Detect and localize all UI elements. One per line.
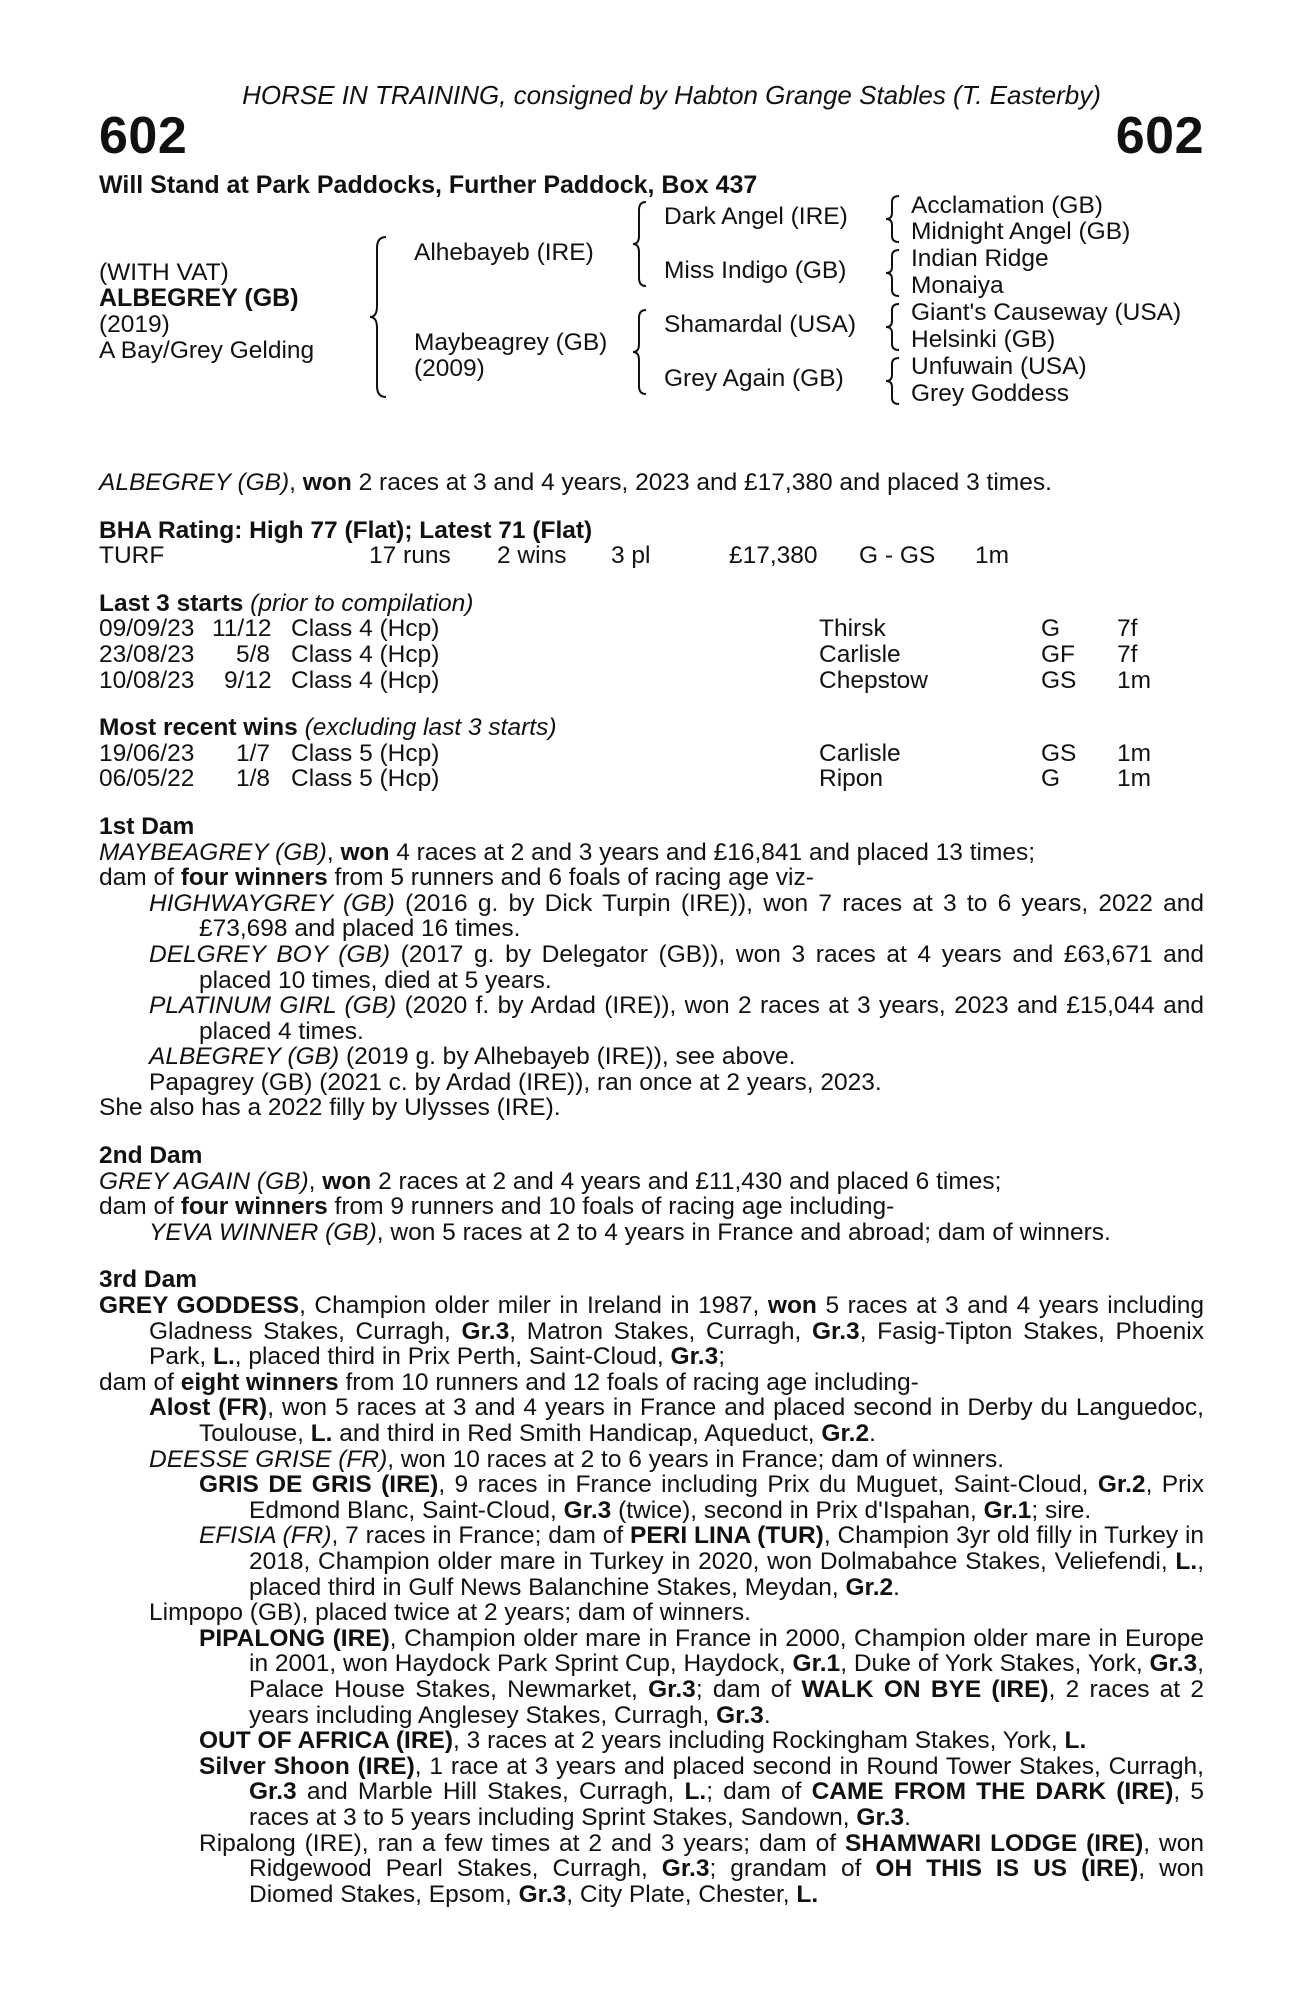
progeny-name: DELGREY BOY (GB) (149, 940, 390, 968)
grade: Gr.3 (648, 1675, 696, 1703)
progeny-name: EFISIA (FR) (199, 1522, 332, 1550)
brace-sire (632, 200, 648, 288)
grade: Gr.1 (792, 1650, 841, 1678)
rating-earnings: £17,380 (729, 542, 818, 570)
listed: L. (1175, 1547, 1198, 1575)
summary-text: 2 races at 3 and 4 years, 2023 and £17,380 and placed 3 times. (351, 469, 1052, 496)
third-dam-produce (99, 1370, 1204, 1396)
grand-progeny-entry (199, 1728, 1204, 1754)
text: , won 10 races at 2 to 6 years in France; dam of winners. (387, 1445, 1005, 1473)
lot-number-right: 602 (1115, 107, 1204, 165)
progeny-name: YEVA WINNER (GB) (149, 1218, 377, 1246)
pedigree-gen3-4: Monaiya (911, 272, 1004, 299)
start-going: GS (1041, 666, 1077, 694)
text: , won 5 races at 3 and 4 years in France and placed second in Derby du Languedoc, Toulouse, (199, 1394, 1204, 1447)
second-dam-name: GREY AGAIN (GB) (99, 1167, 309, 1195)
dam-year: (2009) (414, 355, 485, 382)
grade: Gr.3 (716, 1701, 764, 1729)
listed: L. (796, 1880, 819, 1908)
brace-main (369, 236, 389, 398)
brace-gen3-3 (885, 302, 901, 352)
last-starts-section (99, 591, 1204, 693)
text: , won Ridgewood Pearl Stakes, Curragh, (249, 1829, 1204, 1883)
pedigree-table (99, 192, 1204, 428)
text: from 5 runners and 6 foals of racing age viz- (327, 864, 814, 892)
brace-dam (632, 308, 648, 396)
start-date: 09/09/23 (99, 615, 195, 643)
first-dam-title: 1st Dam (99, 812, 195, 840)
win-course: Ripon (819, 765, 884, 793)
rating-title: BHA Rating: High 77 (Flat); Latest 71 (Flat) (99, 516, 593, 544)
text: , City Plate, Chester, (566, 1880, 797, 1908)
grand-progeny-entry (199, 1523, 1204, 1600)
separator: , (326, 838, 341, 866)
progeny-name: OUT OF AFRICA (IRE) (199, 1727, 454, 1755)
listed: L. (310, 1420, 333, 1447)
text: ; sire. (1031, 1496, 1092, 1524)
start-course: Chepstow (819, 666, 928, 694)
start-position: 11/12 (212, 615, 272, 643)
win-going: GS (1041, 739, 1077, 767)
grade: Gr.3 (856, 1803, 905, 1831)
progeny-entry (149, 942, 1204, 993)
recent-wins-title: Most recent wins (99, 714, 298, 742)
text: dam of (99, 1368, 181, 1396)
separator: , (308, 1167, 323, 1195)
win-distance: 1m (1117, 739, 1152, 767)
last-start-row (99, 642, 1204, 668)
text: and third in Red Smith Handicap, Aqueduct, (332, 1420, 822, 1447)
grade: Gr.2 (1097, 1471, 1146, 1499)
start-date: 10/08/23 (99, 666, 195, 694)
start-course: Thirsk (819, 615, 886, 643)
recent-win-row (99, 741, 1204, 767)
progeny-entry (149, 1220, 1204, 1246)
second-dam-produce (99, 1194, 1204, 1220)
grade: Gr.1 (983, 1496, 1032, 1524)
rating-surface: TURF (99, 542, 165, 570)
start-distance: 1m (1117, 666, 1152, 694)
progeny-name: GRIS DE GRIS (IRE) (199, 1471, 439, 1499)
text: , Prix Edmond Blanc, Saint-Cloud, (249, 1471, 1205, 1524)
win-date: 06/05/22 (99, 765, 195, 793)
text: (twice), second in Prix d'Ispahan, (611, 1496, 984, 1524)
rating-runs: 17 runs (369, 542, 451, 570)
text: , Duke of York Stakes, York, (840, 1650, 1150, 1678)
progeny-name: WALK ON BYE (IRE) (801, 1675, 1049, 1703)
progeny-name: PIPALONG (IRE) (199, 1624, 390, 1652)
vat-note: (WITH VAT) (99, 259, 229, 286)
progeny-text: (2017 g. by Delegator (GB)), won 3 races at 4 years and £63,671 and placed 10 times, died at 5 years. (199, 940, 1204, 994)
brace-gen3-4 (885, 356, 901, 406)
win-going: G (1041, 765, 1061, 793)
text: dam of (99, 1193, 181, 1221)
text: , Champion older mare in France in 2000, Champion older mare in Europe in 2001, won Haydock Park Sprint Cup, Haydock, (249, 1624, 1205, 1678)
progeny-name: CAME FROM THE DARK (IRE) (811, 1778, 1174, 1806)
text: , placed third in Prix Perth, Saint-Cloud, (234, 1343, 671, 1371)
win-class: Class 5 (Hcp) (291, 739, 440, 767)
rating-distance: 1m (975, 542, 1010, 570)
progeny-entry (149, 891, 1204, 942)
start-date: 23/08/23 (99, 640, 195, 668)
pedigree-gen3-1: Acclamation (GB) (911, 192, 1103, 219)
won-label: won (340, 838, 390, 866)
grade: Gr.3 (661, 1855, 710, 1883)
text: , Matron Stakes, Curragh, (509, 1317, 812, 1345)
win-position: 1/8 (236, 765, 271, 793)
second-dam-record (99, 1169, 1204, 1195)
progeny-text: (2016 g. by Dick Turpin (IRE)), won 7 races at 3 to 6 years, 2022 and £73,698 and placed 16 times. (199, 889, 1205, 943)
recent-wins-section (99, 715, 1204, 792)
stand-location: Will Stand at Park Paddocks, Further Paddock, Box 437 (99, 171, 758, 199)
progeny-text: (2020 f. by Ardad (IRE)), won 2 races at 3 years, 2023 and £15,044 and placed 4 times. (199, 992, 1204, 1045)
progeny-entry (149, 1447, 1204, 1473)
progeny-text: (2019 g. by Alhebayeb (IRE)), see above. (339, 1043, 796, 1071)
text: , 5 races at 3 to 5 years including Sprint Stakes, Sandown, (249, 1778, 1204, 1831)
consignment-line: HORSE IN TRAINING, consigned by Habton Grange Stables (T. Easterby) (242, 80, 1101, 110)
grade: Gr.3 (461, 1317, 510, 1345)
start-position: 5/8 (236, 640, 271, 668)
first-dam-produce (99, 865, 1204, 891)
text: , 1 race at 3 years and placed second in Round Tower Stakes, Curragh, (414, 1752, 1204, 1780)
third-dam-title: 3rd Dam (99, 1266, 198, 1294)
progeny-entry (149, 993, 1204, 1044)
recent-win-row (99, 766, 1204, 792)
start-position: 9/12 (224, 666, 272, 694)
horse-description: A Bay/Grey Gelding (99, 337, 315, 364)
second-dam-section (99, 1143, 1204, 1245)
rating-going: G - GS (859, 542, 936, 570)
progeny-name: PERI LINA (TUR) (630, 1522, 824, 1550)
progeny-entry: Papagrey (GB) (2021 c. by Ardad (IRE)), ran once at 2 years, 2023. (149, 1068, 882, 1096)
start-going: G (1041, 615, 1061, 643)
record-text: 4 races at 2 and 3 years and £16,841 and placed 13 times; (389, 838, 1036, 866)
pedigree-gen3-3: Indian Ridge (911, 245, 1049, 272)
listed: L. (1064, 1727, 1087, 1755)
start-class: Class 4 (Hcp) (291, 615, 440, 643)
rating-row (99, 543, 1204, 569)
pedigree-gen3-8: Grey Goddess (911, 380, 1069, 407)
text: . (763, 1701, 771, 1729)
rating-section (99, 518, 1204, 569)
start-distance: 7f (1117, 640, 1138, 668)
catalogue-page (99, 80, 1204, 1907)
progeny-name: SHAMWARI LODGE (IRE) (845, 1829, 1144, 1857)
start-class: Class 4 (Hcp) (291, 666, 440, 694)
brace-gen3-1 (885, 194, 901, 244)
text: . (869, 1420, 876, 1447)
third-dam-section (99, 1267, 1204, 1907)
brace-gen3-2 (885, 248, 901, 298)
start-distance: 7f (1117, 615, 1138, 643)
first-dam-name: MAYBEAGREY (GB) (99, 838, 327, 866)
text: , Palace House Stakes, Newmarket, (249, 1650, 1204, 1703)
first-dam-note: She also has a 2022 filly by Ulysses (IRE). (99, 1094, 561, 1122)
grade: Gr.3 (249, 1778, 297, 1806)
progeny-entry (149, 1044, 1204, 1070)
second-dam-title: 2nd Dam (99, 1142, 203, 1170)
text: from 9 runners and 10 foals of racing age including- (327, 1193, 895, 1221)
won-label: won (767, 1292, 817, 1320)
pedigree-gen3-5: Giant's Causeway (USA) (911, 299, 1182, 326)
text: , Champion 3yr old filly in Turkey in 2018, Champion older mare in Turkey in 2020, won Dolmabahce Stakes, Veliefendi, (249, 1522, 1205, 1575)
grade: Gr.3 (518, 1880, 567, 1908)
race-summary: ALBEGREY (GB), won 2 races at 3 and 4 years, 2023 and £17,380 and placed 3 times. (99, 469, 1052, 496)
summary-won: won (302, 469, 352, 496)
winners-count: eight winners (180, 1368, 339, 1396)
listed: L. (684, 1778, 707, 1806)
text: , 2 races at 2 years including Anglesey Stakes, Curragh, (249, 1675, 1204, 1729)
last-start-row (99, 616, 1204, 642)
recent-wins-note: (excluding last 3 starts) (297, 714, 557, 742)
winners-count: four winners (180, 864, 328, 892)
pedigree-gen2-1: Dark Angel (IRE) (664, 203, 848, 230)
horse-name: ALBEGREY (GB) (99, 284, 299, 312)
rating-wins: 2 wins (497, 542, 567, 570)
text: , won Diomed Stakes, Epsom, (249, 1855, 1205, 1908)
text: ; (718, 1343, 726, 1371)
dam-name: Maybeagrey (GB) (414, 329, 608, 356)
text: . (904, 1803, 911, 1831)
win-distance: 1m (1117, 765, 1152, 793)
progeny-entry: Limpopo (GB), placed twice at 2 years; dam of winners. (149, 1599, 751, 1627)
last-starts-note: (prior to compilation) (243, 589, 474, 617)
grade: Gr.2 (845, 1573, 894, 1601)
horse-year: (2019) (99, 311, 170, 338)
start-going: GF (1041, 640, 1076, 668)
text: dam of (99, 864, 181, 892)
text: , 9 races in France including Prix du Muguet, Saint-Cloud, (438, 1471, 1098, 1499)
win-class: Class 5 (Hcp) (291, 765, 440, 793)
progeny-name: PLATINUM GIRL (GB) (149, 992, 397, 1020)
grade: Gr.2 (821, 1420, 870, 1447)
text: ; grandam of (709, 1855, 876, 1883)
text: 5 races at 3 and 4 years including Gladness Stakes, Curragh, (149, 1292, 1205, 1345)
start-course: Carlisle (819, 640, 901, 668)
progeny-name: OH THIS IS US (IRE) (875, 1855, 1139, 1883)
won-label: won (322, 1167, 372, 1195)
text: , placed third in Gulf News Balanchine Stakes, Meydan, (249, 1547, 1204, 1601)
progeny-entry (149, 1395, 1204, 1446)
last-start-row (99, 668, 1204, 694)
progeny-text: , won 5 races at 2 to 4 years in France and abroad; dam of winners. (376, 1218, 1111, 1246)
pedigree-gen3-2: Midnight Angel (GB) (911, 218, 1131, 245)
progeny-name: Alost (FR) (149, 1394, 268, 1422)
pedigree-gen3-6: Helsinki (GB) (911, 326, 1056, 353)
listed: L. (213, 1343, 235, 1371)
progeny-name: ALBEGREY (GB) (149, 1043, 340, 1071)
sire-name: Alhebayeb (IRE) (414, 239, 594, 266)
text: from 10 runners and 12 foals of racing age including- (338, 1368, 919, 1396)
record-text: 2 races at 2 and 4 years and £11,430 and placed 6 times; (371, 1167, 1002, 1195)
start-class: Class 4 (Hcp) (291, 640, 440, 668)
first-dam-record (99, 840, 1204, 866)
winners-count: four winners (180, 1193, 328, 1221)
lot-number-row (99, 107, 1204, 166)
progeny-name: Silver Shoon (IRE) (199, 1752, 415, 1780)
summary-horse-name: ALBEGREY (GB) (99, 469, 290, 496)
progeny-name: HIGHWAYGREY (GB) (149, 889, 395, 917)
lot-number-left: 602 (99, 107, 188, 165)
text: . (893, 1573, 900, 1601)
text: ; dam of (695, 1675, 802, 1703)
text: , Fasig-Tipton Stakes, Phoenix Park, (149, 1317, 1204, 1371)
grade: Gr.3 (670, 1343, 719, 1371)
text: , 3 races at 2 years including Rockingham Stakes, York, (453, 1727, 1065, 1755)
grand-progeny-entry (199, 1626, 1204, 1728)
win-course: Carlisle (819, 739, 901, 767)
third-dam-record (99, 1293, 1204, 1370)
pedigree-gen2-3: Shamardal (USA) (664, 311, 856, 338)
third-dam-name: GREY GODDESS (99, 1292, 300, 1320)
grade: Gr.3 (812, 1317, 860, 1345)
progeny-name: DEESSE GRISE (FR) (149, 1445, 388, 1473)
text: , Champion older miler in Ireland in 1987, (299, 1292, 768, 1320)
pedigree-gen2-2: Miss Indigo (GB) (664, 257, 847, 284)
grand-progeny-entry (199, 1472, 1204, 1523)
win-position: 1/7 (236, 739, 271, 767)
last-starts-title: Last 3 starts (99, 589, 244, 617)
win-date: 19/06/23 (99, 739, 195, 767)
grand-progeny-entry (199, 1831, 1204, 1908)
text: ; dam of (706, 1778, 812, 1806)
grade: Gr.3 (563, 1496, 612, 1524)
text: , 7 races in France; dam of (331, 1522, 631, 1550)
grand-progeny-entry (199, 1754, 1204, 1831)
text: Ripalong (IRE), ran a few times at 2 and 3 years; dam of (199, 1829, 846, 1857)
rating-placed: 3 pl (611, 542, 651, 570)
first-dam-section (99, 814, 1204, 1121)
text: and Marble Hill Stakes, Curragh, (296, 1778, 685, 1806)
pedigree-gen2-4: Grey Again (GB) (664, 365, 844, 392)
pedigree-gen3-7: Unfuwain (USA) (911, 353, 1087, 380)
grade: Gr.3 (1149, 1650, 1198, 1678)
